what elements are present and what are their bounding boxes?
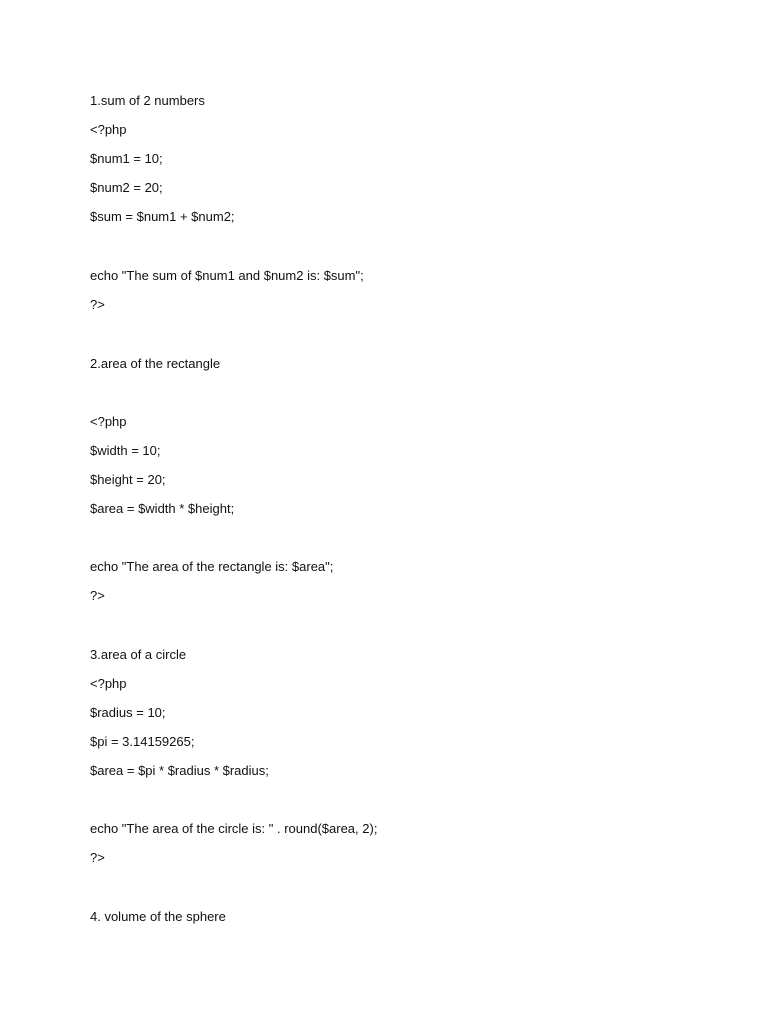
code-line: $num1 = 10; xyxy=(90,151,163,166)
echo-line: echo "The sum of $num1 and $num2 is: $sum"; xyxy=(90,268,364,283)
section-heading: 4. volume of the sphere xyxy=(90,909,226,924)
section-heading: 2.area of the rectangle xyxy=(90,356,221,371)
php-close-tag: ?> xyxy=(90,297,105,312)
section-heading: 3.area of a circle xyxy=(90,647,187,662)
echo-line: echo "The area of the circle is: " . round($area, 2); xyxy=(90,821,378,836)
php-open-tag: <?php xyxy=(90,414,127,429)
echo-line: echo "The area of the rectangle is: $area"; xyxy=(90,559,334,574)
code-line: $num2 = 20; xyxy=(90,180,163,195)
php-open-tag: <?php xyxy=(90,122,127,137)
code-line: $sum = $num1 + $num2; xyxy=(90,209,235,224)
code-line: $pi = 3.14159265; xyxy=(90,734,195,749)
php-open-tag: <?php xyxy=(90,676,127,691)
php-close-tag: ?> xyxy=(90,850,105,865)
php-close-tag: ?> xyxy=(90,588,105,603)
code-line: $width = 10; xyxy=(90,443,161,458)
code-line: $radius = 10; xyxy=(90,705,166,720)
code-line: $area = $width * $height; xyxy=(90,501,235,516)
code-line: $height = 20; xyxy=(90,472,166,487)
section-heading: 1.sum of 2 numbers xyxy=(90,93,205,108)
code-line: $area = $pi * $radius * $radius; xyxy=(90,763,269,778)
